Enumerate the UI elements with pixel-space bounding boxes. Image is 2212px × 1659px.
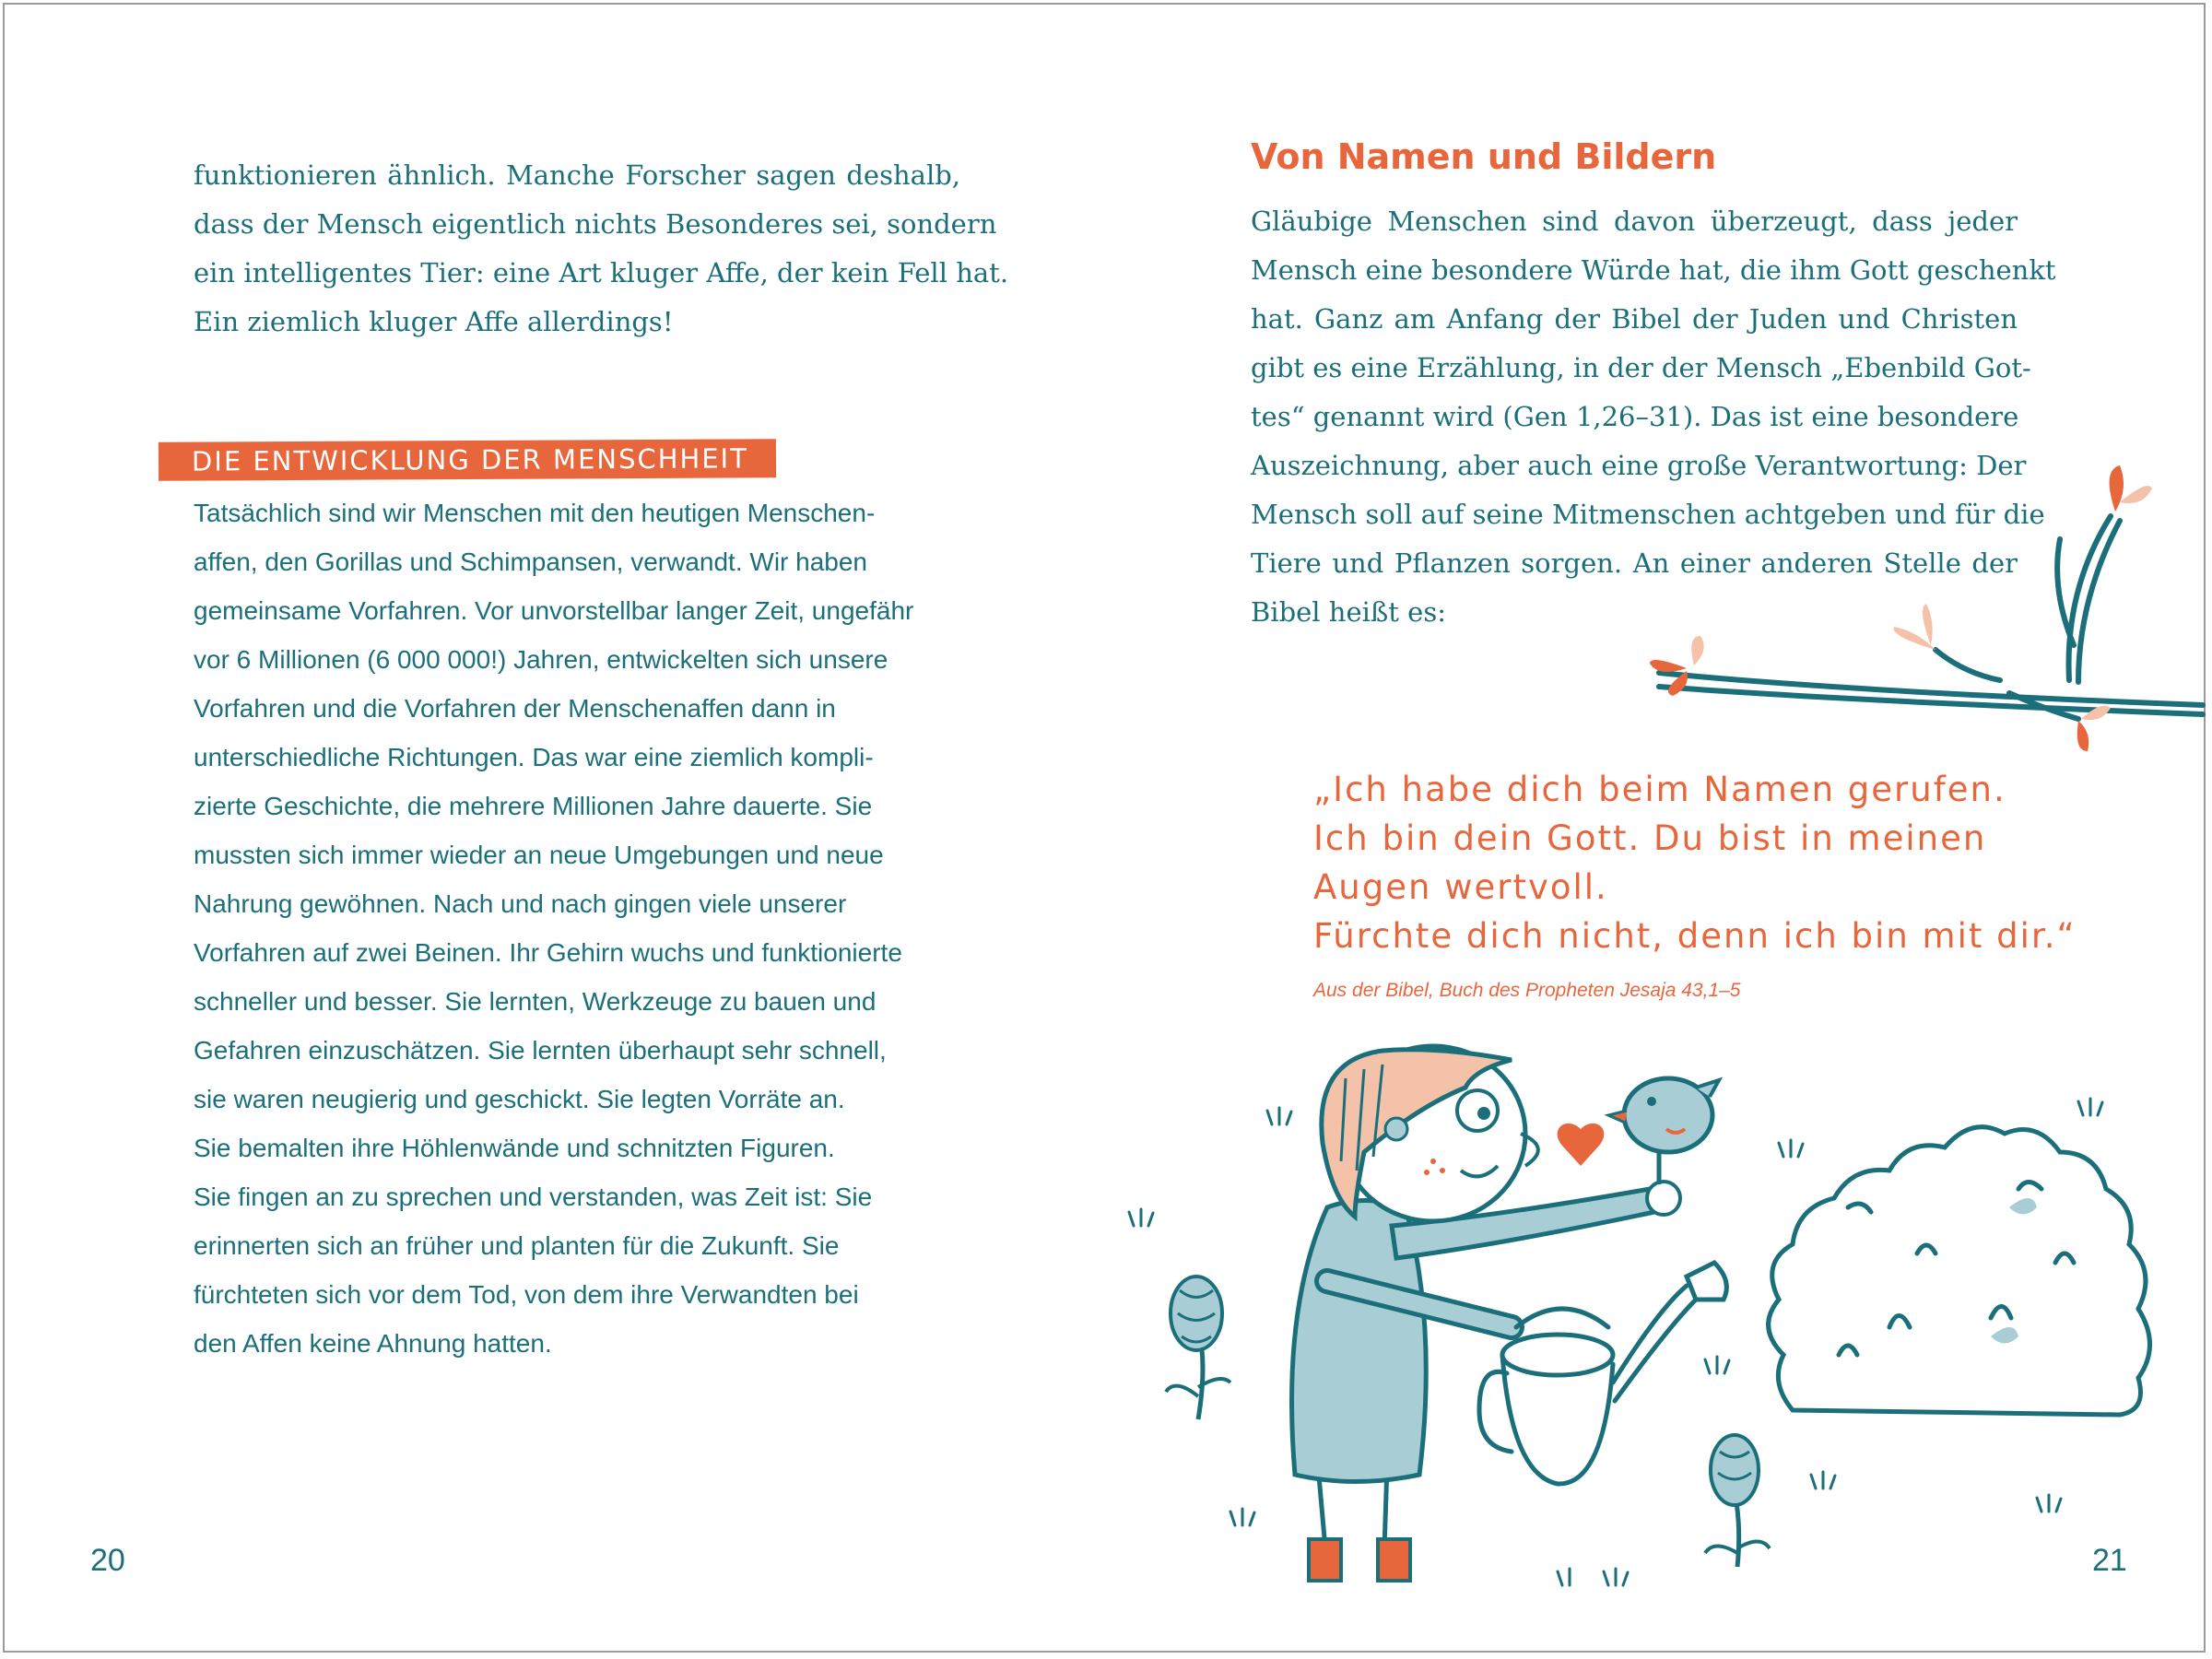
text-line: gibt es eine Erzählung, in der der Mensch „Ebenbild Got- (1251, 352, 2031, 383)
bird-icon (1608, 1078, 1719, 1184)
quote-line: „Ich habe dich beim Namen gerufen. (1313, 770, 2006, 809)
text-line: Tiere und Pflanzen sorgen. An einer anderen Stelle der (1251, 547, 2018, 579)
text-line: affen, den Gorillas und Schimpansen, verwandt. Wir haben (194, 547, 868, 576)
text-line: unterschiedliche Richtungen. Das war eine ziemlich kompli- (194, 743, 874, 771)
text-line: den Affen keine Ahnung hatten. (194, 1329, 552, 1358)
text-line: dass der Mensch eigentlich nichts Besonderes sei, sondern (194, 208, 997, 240)
gardener-illustration (1292, 1046, 1680, 1581)
text-line: erinnerten sich an früher und planten für die Zukunft. Sie (194, 1231, 840, 1260)
text-line: Vorfahren auf zwei Beinen. Ihr Gehirn wuchs und funktionierte (194, 938, 902, 967)
text-line: schneller und besser. Sie lernten, Werkzeuge zu bauen und (194, 987, 877, 1016)
flower-illustration (1705, 1435, 1770, 1567)
text-line: Mensch soll auf seine Mitmenschen achtgeben und für die (1251, 499, 2045, 530)
text-line: zierte Geschichte, die mehrere Millionen Jahre dauerte. Sie (194, 792, 873, 820)
text-line: Sie fingen an zu sprechen und verstanden, was Zeit ist: Sie (194, 1182, 873, 1211)
text-line: Nahrung gewöhnen. Nach und nach gingen viele unserer (194, 889, 847, 918)
text-line: Ein ziemlich kluger Affe allerdings! (194, 306, 674, 337)
text-line: Gefahren einzuschätzen. Sie lernten überhaupt sehr schnell, (194, 1036, 887, 1065)
text-line: tes“ genannt wird (Gen 1,26–31). Das ist eine besondere (1251, 401, 2019, 432)
text-line: Tatsächlich sind wir Menschen mit den heutigen Menschen- (194, 499, 876, 527)
text-line: Gläubige Menschen sind davon überzeugt, dass jeder (1251, 206, 2018, 237)
text-line: Mensch eine besondere Würde hat, die ihm Gott geschenkt (1251, 254, 2056, 286)
page-number-left: 20 (90, 1543, 125, 1578)
grass-tufts (1129, 1099, 2102, 1585)
text-line: mussten sich immer wieder an neue Umgebungen und neue (194, 841, 884, 869)
text-line: Auszeichnung, aber auch eine große Verantwortung: Der (1251, 450, 2027, 481)
quote-line: Augen wertvoll. (1313, 867, 1608, 907)
section-heading: DIE ENTWICKLUNG DER MENSCHHEIT (159, 439, 776, 481)
text-line: hat. Ganz am Anfang der Bibel der Juden und Christen (1251, 303, 2018, 335)
quote-line: Ich bin dein Gott. Du bist in meinen (1313, 818, 1987, 858)
quote-source: Aus der Bibel, Buch des Propheten Jesaja 43,1–5 (1313, 980, 1741, 1001)
text-line: fürchteten sich vor dem Tod, von dem ihre Verwandten bei (194, 1280, 859, 1309)
quote-line: Fürchte dich nicht, denn ich bin mit dir.“ (1313, 916, 2077, 956)
text-line: Sie bemalten ihre Höhlenwände und schnitzten Figuren. (194, 1134, 835, 1162)
text-line: Vorfahren und die Vorfahren der Menschenaffen dann in (194, 694, 836, 723)
bush-illustration (1769, 1127, 2150, 1415)
text-line: ein intelligentes Tier: eine Art kluger Affe, der kein Fell hat. (194, 257, 1009, 288)
flower-illustration (1166, 1277, 1230, 1419)
text-line: sie waren neugierig und geschickt. Sie legten Vorräte an. (194, 1085, 845, 1113)
heart-icon (1558, 1124, 1605, 1166)
text-line: Bibel heißt es: (1251, 596, 1446, 628)
text-line: vor 6 Millionen (6 000 000!) Jahren, entwickelten sich unsere (194, 645, 888, 674)
page-number-right: 21 (2092, 1543, 2127, 1578)
text-line: gemeinsame Vorfahren. Vor unvorstellbar langer Zeit, ungefähr (194, 596, 914, 625)
watering-can-illustration (1479, 1263, 1726, 1484)
text-line: funktionieren ähnlich. Manche Forscher sagen deshalb, (194, 159, 960, 191)
bush-leaves (1991, 1198, 2037, 1344)
right-page-heading: Von Namen und Bildern (1251, 136, 1717, 177)
